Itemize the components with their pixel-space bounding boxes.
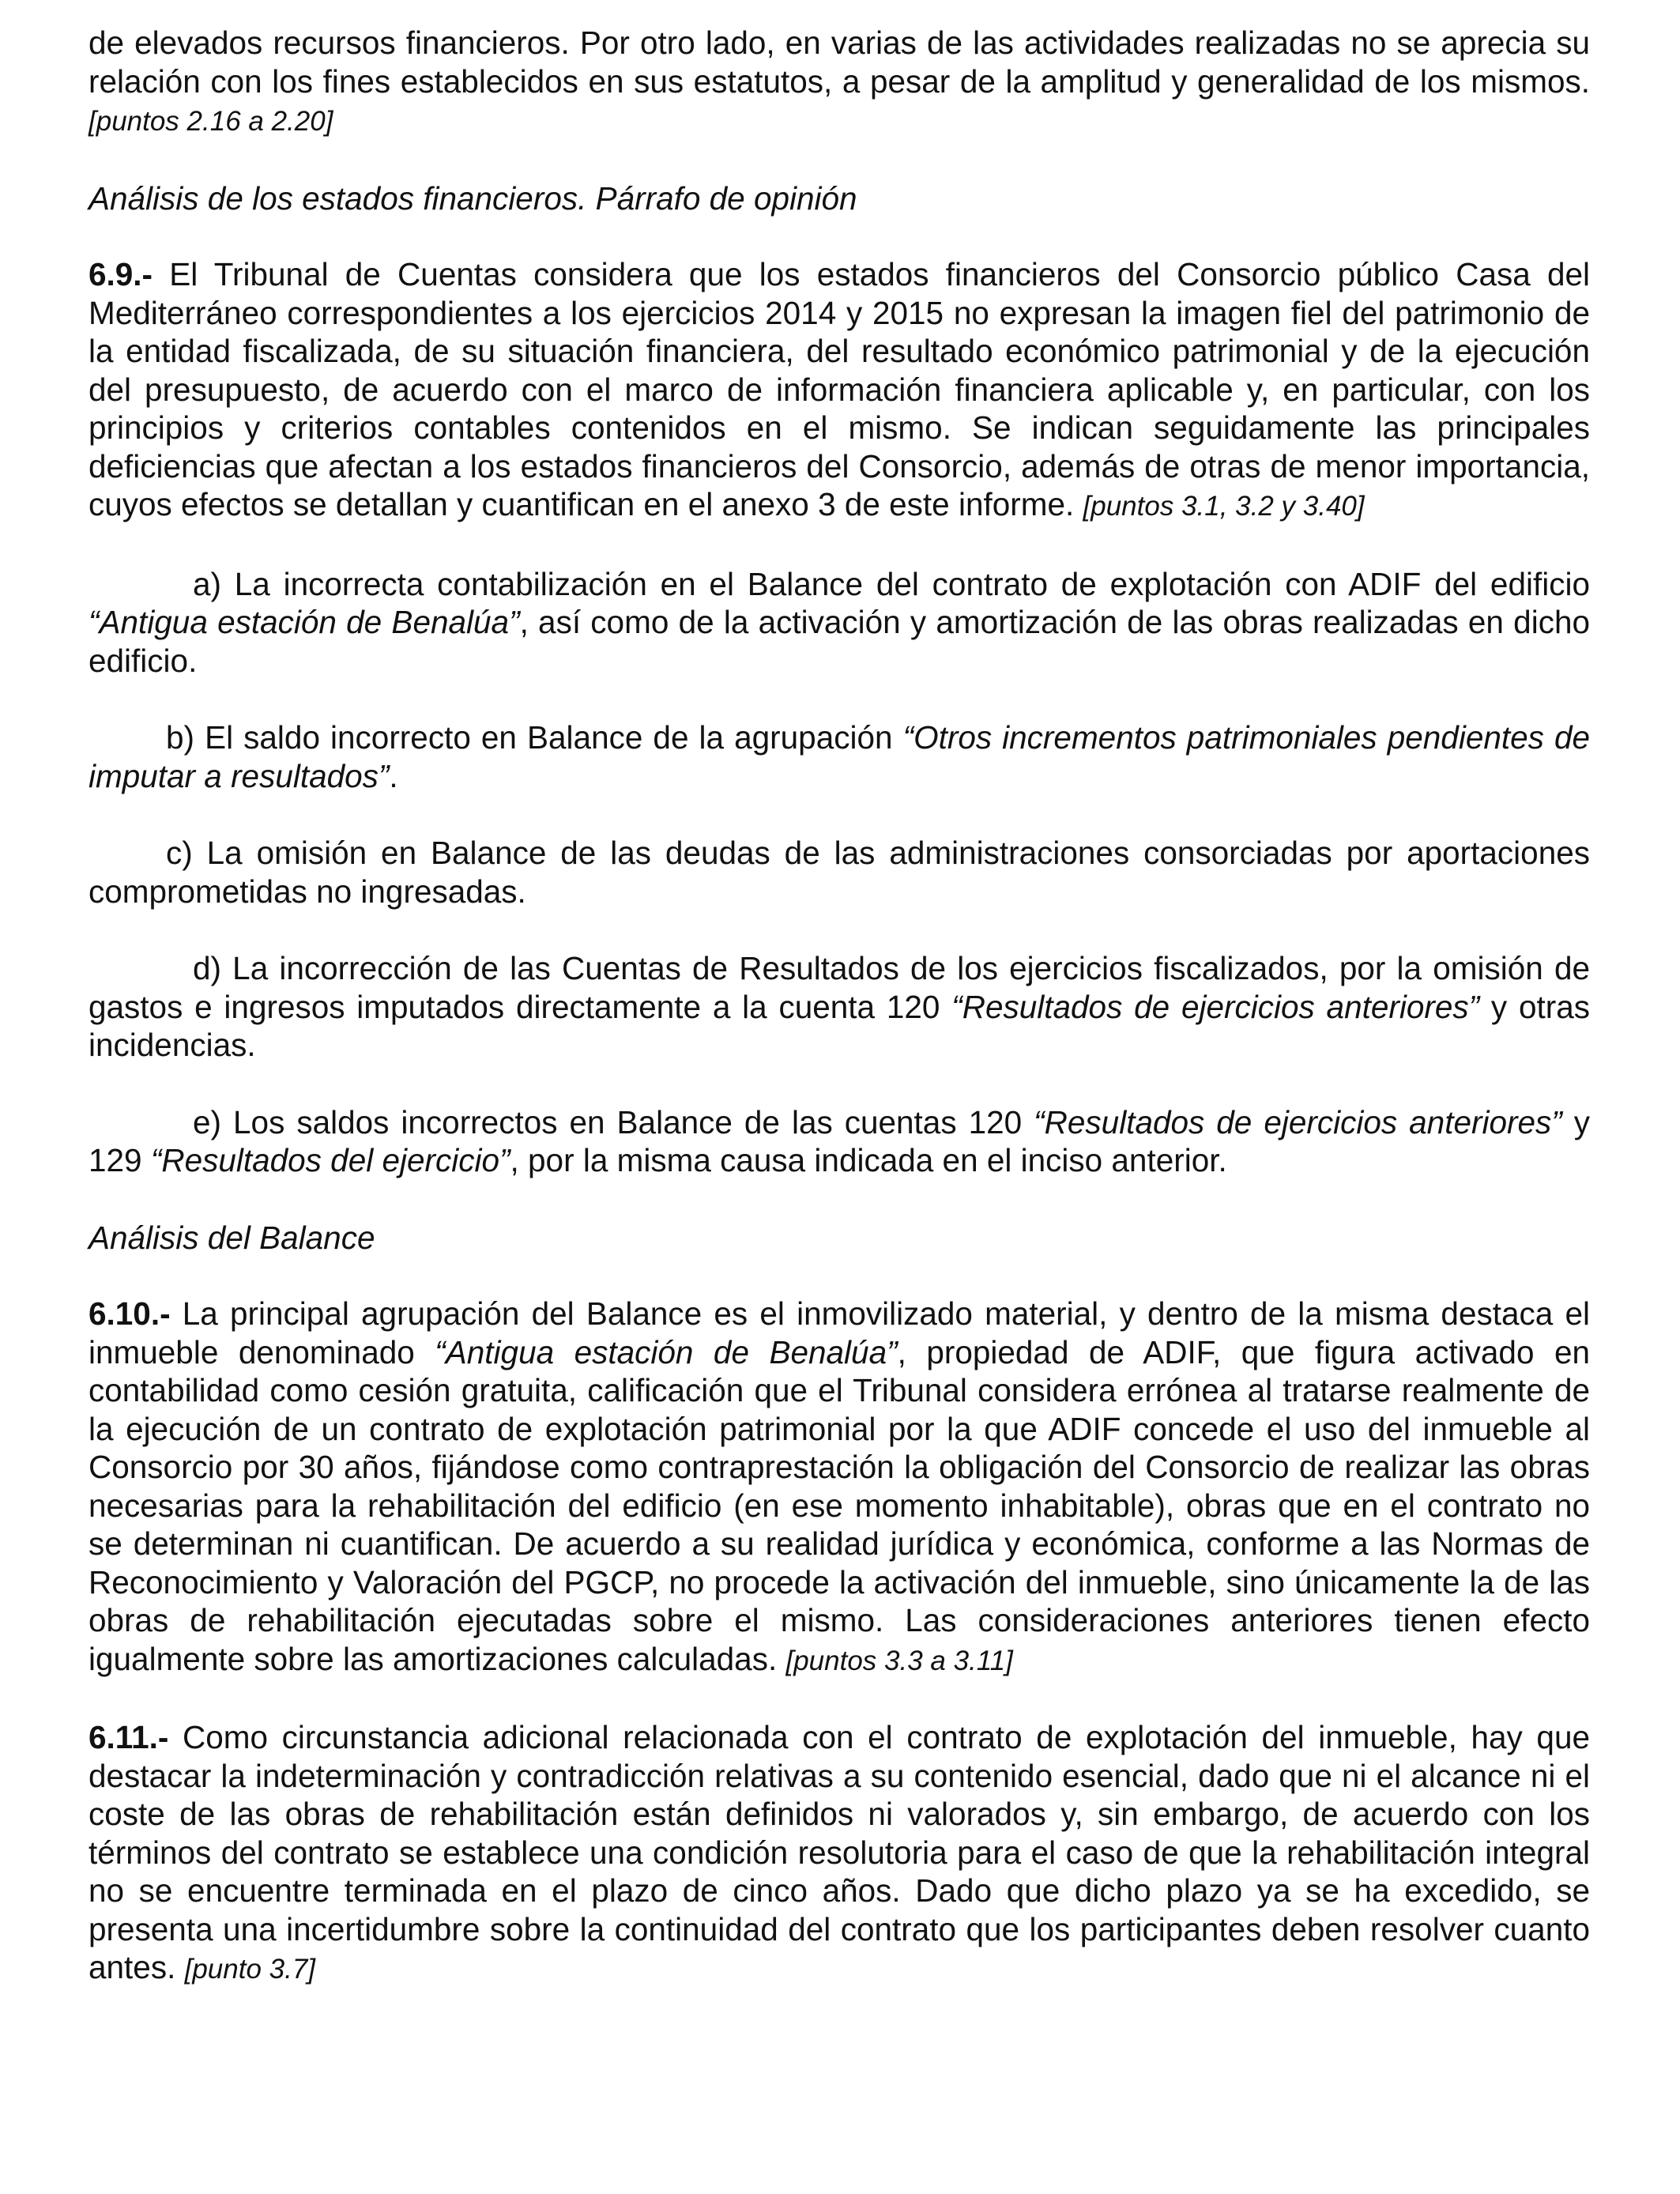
paragraph-6-10	[89, 1295, 1590, 1680]
paragraph-number: 6.11.-	[89, 1719, 169, 1755]
item-text: b) El saldo incorrecto en Balance de la agrupación	[166, 719, 903, 756]
paragraph-text: Como circunstancia adicional relacionada con el contrato de explotación del inmueble, hay que destacar la indeterminación y contradicción relativas a su contenido esencial, dado que ni el alcance ni el coste de las obras de rehabilitación están definidos ni valorados y, sin embargo, de acuerdo con los términos del contrato se establece una condición resolutoria para el caso de que la rehabilitación integral no se encuentre terminada en el plazo de cinco años. Dado que dicho plazo ya se ha excedido, se presenta una incertidumbre sobre la continuidad del contrato que los participantes deben resolver cuanto antes.	[89, 1719, 1590, 1985]
item-text: y otras incidencias.	[89, 988, 1590, 1063]
list-item-c	[89, 834, 1590, 910]
paragraph-intro	[89, 24, 1590, 141]
item-text: c) La omisión en Balance de las deudas de las administraciones consorciadas por aportaciones comprometidas no ingresadas.	[89, 835, 1590, 910]
reference-note: [punto 3.7]	[184, 1954, 316, 1985]
item-text: y 129	[89, 1103, 1590, 1178]
section-heading-balance: Análisis del Balance	[89, 1219, 375, 1256]
section-heading-financial-statements: Análisis de los estados financieros. Párrafo de opinión	[89, 179, 857, 217]
reference-note: [puntos 3.1, 3.2 y 3.40]	[1083, 491, 1365, 522]
list-item-d	[89, 949, 1590, 1065]
document-page	[89, 24, 1590, 1989]
reference-note: [puntos 3.3 a 3.11]	[785, 1645, 1013, 1676]
paragraph-text: de elevados recursos financieros. Por otro lado, en varias de las actividades realizadas no se aprecia su relación con los fines establecidos en sus estatutos, a pesar de la amplitud y generalidad de los mismos.	[89, 25, 1590, 100]
paragraph-text: La principal agrupación del Balance es el inmovilizado material, y dentro de la misma destaca el inmueble denominado	[89, 1295, 1590, 1370]
paragraph-text: , propiedad de ADIF, que figura activado en contabilidad como cesión gratuita, calificación que el Tribunal considera errónea al tratarse realmente de la ejecución de un contrato de explotación patrimonial por la que ADIF concede el uso del inmueble al Consorcio por 30 años, fijándose como contraprestación la obligación del Consorcio de realizar las obras necesarias para la rehabilitación del edificio (en ese momento inhabitable), obras que en el contrato no se determinan ni cuantifican. De acuerdo a su realidad jurídica y económica, conforme a las Normas de Reconocimiento y Valoración del PGCP, no procede la activación del inmueble, sino únicamente la de las obras de rehabilitación ejecutadas sobre el mismo. Las consideraciones anteriores tienen efecto igualmente sobre las amortizaciones calculadas.	[89, 1333, 1591, 1677]
list-item-a	[89, 565, 1590, 680]
item-text: , así como de la activación y amortización de las obras realizadas en dicho edificio.	[89, 604, 1590, 679]
reference-note: [puntos 2.16 a 2.20]	[89, 106, 333, 137]
quoted-term: “Resultados de ejercicios anteriores”	[951, 988, 1480, 1025]
paragraph-6-9	[89, 255, 1590, 526]
paragraph-text: El Tribunal de Cuentas considera que los estados financieros del Consorcio público Casa del Mediterráneo correspondientes a los ejercicios 2014 y 2015 no expresan la imagen fiel del patrimonio de la entidad fiscalizada, de su situación financiera, del resultado económico patrimonial y de la ejecución del presupuesto, de acuerdo con el marco de información financiera aplicable y, en particular, con los principios y criterios contables contenidos en el mismo. Se indican seguidamente las principales deficiencias que afectan a los estados financieros del Consorcio, además de otras de menor importancia, cuyos efectos se detallan y cuantifican en el anexo 3 de este informe.	[89, 256, 1590, 522]
quoted-term: “Resultados de ejercicios anteriores”	[1034, 1103, 1562, 1140]
list-item-e	[89, 1103, 1590, 1180]
item-text: d) La incorrección de las Cuentas de Resultados de los ejercicios fiscalizados, por la omisión de gastos e ingresos imputados directamente a la cuenta 120	[89, 950, 1590, 1025]
quoted-term: “Otros incrementos patrimoniales pendientes de imputar a resultados”	[89, 719, 1591, 794]
list-item-b	[89, 718, 1590, 795]
quoted-term: “Antigua estación de Benalúa”	[435, 1333, 898, 1370]
paragraph-number: 6.9.-	[89, 256, 153, 292]
quoted-term: “Resultados del ejercicio”	[150, 1142, 510, 1178]
item-text: a) La incorrecta contabilización en el Balance del contrato de explotación con ADIF del edificio	[193, 565, 1590, 602]
item-text: e) Los saldos incorrectos en Balance de las cuentas 120	[193, 1103, 1034, 1140]
item-text: , por la misma causa indicada en el inciso anterior.	[510, 1142, 1227, 1178]
quoted-term: “Antigua estación de Benalúa”	[89, 604, 520, 640]
item-text: .	[389, 757, 398, 794]
paragraph-number: 6.10.-	[89, 1295, 171, 1332]
paragraph-6-11	[89, 1718, 1590, 1989]
